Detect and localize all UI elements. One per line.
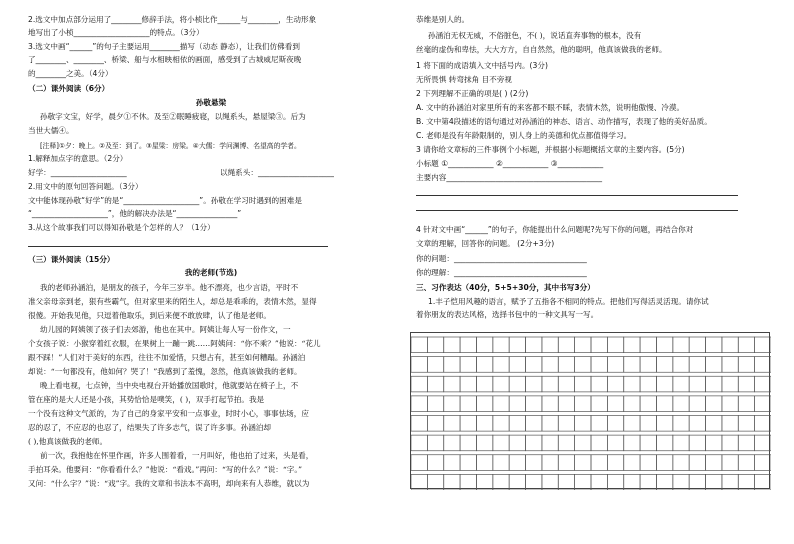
grid-cell [526,416,542,432]
section3-title: 我的老师(节选) [184,268,238,277]
rq2-option-b: B. 文中第4段描述的语句通过对孙涵泊的神态、语言、动作描写，表现了他的美好品质。 [416,117,712,126]
grid-cell [411,474,427,490]
grid-cell [493,337,509,353]
grid-cell [542,435,558,451]
grid-cell [444,376,460,392]
grid-cell [722,396,738,412]
writing-heading: 三、习作表达（40分，5+5+30分，其中书写3分） [416,283,595,292]
grid-cell [575,376,591,392]
grid-cell [476,376,492,392]
grid-cell [706,396,722,412]
grid-cell [722,376,738,392]
passage-cont-1: 恭维是别人的。 [416,15,470,24]
section2-q2-line-1: 文中能体现孙敬“好学”的是“____________________”。孙敬在学习时遇到的困难是 [28,196,302,205]
section2-q2-line-2: “____________________”，他的解决办法是“________________” [28,209,242,218]
grid-cell [542,474,558,490]
grid-cell [607,416,623,432]
section2-q2: 2.用文中的原句回答问题。（3分） [28,182,143,191]
grid-cell [689,416,705,432]
grid-cell [640,396,656,412]
grid-cell [673,357,689,373]
grid-cell [722,435,738,451]
grid-cell [493,474,509,490]
grid-cell [706,416,722,432]
grid-cell [738,474,754,490]
grid-cell [444,474,460,490]
grid-cell [509,474,525,490]
grid-cell [575,337,591,353]
grid-cell [673,416,689,432]
grid-cell [558,474,574,490]
writing-prompt-1: 1.丰子恺用风趣的语言，赋予了五指各不相同的特点。把他们写得活灵活现。请你试 [428,297,709,306]
grid-cell [640,357,656,373]
passage-cont-3: 丝毫的虚伪和卑怯，大大方方，自自然然，他的聪明，他真该做我的老师。 [416,45,667,54]
section3-passage-7: 却说：“一句都没有，他如何？哭了！”我感到了羞愧，忽然，他真该做我的老师。 [28,367,302,376]
grid-cell [591,376,607,392]
grid-cell [493,376,509,392]
section3-passage-2: 准父亲母亲到老，狠有些霸气，但对家里来的陌生人，却总是乖乖的，表情木然，显得 [28,297,317,306]
grid-cell [673,474,689,490]
grid-cell [476,396,492,412]
section3-heading: （三）课外阅读（15分） [28,255,115,264]
grid-cell [493,416,509,432]
grid-cell [526,337,542,353]
grid-cell [411,396,427,412]
grid-cell [558,435,574,451]
section3-passage-13: 前一次，我抱他在怀里作画，许多人围着看，一月叫好，他也拍了过来，头是看， [40,451,314,460]
grid-cell [509,337,525,353]
grid-cell [411,337,427,353]
grid-cell [476,435,492,451]
section3-passage-9: 管在座的是大人还是小孩，其势恰恰是噗笑，( )，双手打起节拍。我是 [28,395,265,404]
grid-cell [509,396,525,412]
grid-cell [558,376,574,392]
grid-cell [460,357,476,373]
answer-line [416,195,738,196]
grid-cell [656,357,672,373]
grid-cell [755,416,771,432]
writing-prompt-2: 着你朋友的表达风格，选择书包中的一种文具写一写。 [416,310,599,319]
grid-cell [689,396,705,412]
grid-cell [673,376,689,392]
section2-passage-1: 孙敬字文宝，好学，晨夕①不休。及至②眠睡疲寝，以绳系头，悬屋梁③。后为 [40,112,306,121]
grid-cell [509,416,525,432]
grid-cell [673,455,689,471]
rq2-option-c: C. 老师是没有年龄限制的，别人身上的美德和优点都值得学习。 [416,131,632,140]
grid-cell [542,357,558,373]
grid-cell [427,376,443,392]
section3-passage-4: 幼儿园的阿姨领了孩子们去郊游，他也在其中。阿姨让每人写一份作文，一 [40,325,291,334]
grid-cell [656,455,672,471]
grid-cell [542,337,558,353]
grid-cell [755,396,771,412]
section3-passage-15: 又问：“什么字？”说：“戏”字。我的文章和书法本不高明，却向来有人恭维，就以为 [28,479,310,488]
grid-cell [706,357,722,373]
grid-cell [591,337,607,353]
grid-cell [640,416,656,432]
grid-cell [444,337,460,353]
grid-cell [476,474,492,490]
grid-cell [509,357,525,373]
grid-cell [591,357,607,373]
grid-cell [558,416,574,432]
grid-cell [624,455,640,471]
grid-cell [460,416,476,432]
grid-cell [427,474,443,490]
grid-cell [607,376,623,392]
grid-cell [738,357,754,373]
rq4-line-2: 文章的理解，回答你的问题。 (2分+3分) [416,239,555,248]
grid-cell [755,376,771,392]
grid-cell [722,455,738,471]
grid-cell [706,455,722,471]
grid-cell [591,474,607,490]
grid-cell [706,435,722,451]
grid-cell [526,435,542,451]
grid-cell [624,376,640,392]
grid-cell [656,474,672,490]
grid-cell [460,435,476,451]
grid-cell [444,396,460,412]
grid-cell [460,455,476,471]
grid-cell [476,337,492,353]
grid-cell [542,376,558,392]
grid-cell [738,455,754,471]
grid-cell [575,474,591,490]
grid-cell [411,455,427,471]
rq4-line-1: 4 针对文中画“______”的句子，你能提出什么问题呢?先写下你的问题，再结合你对 [416,225,694,234]
grid-cell [656,416,672,432]
grid-cell [460,396,476,412]
grid-cell [493,396,509,412]
grid-cell [411,435,427,451]
grid-cell [689,376,705,392]
grid-cell [526,376,542,392]
grid-cell [640,435,656,451]
grid-cell [558,455,574,471]
grid-cell [722,337,738,353]
section3-passage-14: 手拍耳朵。他要问：“你看看什么？”他说：“看戏。”再问：“写的什么？”说：“字。” [28,465,303,474]
grid-cell [656,337,672,353]
grid-cell [575,416,591,432]
grid-cell [640,337,656,353]
grid-cell [706,376,722,392]
section2-q1: 1.解释加点字的意思。（2分） [28,154,128,163]
grid-cell [411,357,427,373]
grid-cell [706,474,722,490]
grid-cell [444,455,460,471]
grid-cell [640,455,656,471]
grid-cell [526,357,542,373]
rq1: 1 将下面的成语填入文中括号内。(3分) [416,61,548,70]
q2-line-1: 2.选文中加点部分运用了________修辞手法，将小桢比作______与________，生动形象 [28,15,317,24]
grid-cell [558,396,574,412]
q3-line-2: 了________、________、桥梁、船与水相映相依的画面，感受到了古城威尼斯夜晚 [28,55,302,64]
grid-cell [607,455,623,471]
section2-passage-2: 当世大儒④。 [28,126,74,135]
rq1-options: 无所畏惧 转弯抹角 目不旁视 [416,75,512,84]
grid-cell [526,474,542,490]
grid-cell [722,474,738,490]
grid-cell [542,455,558,471]
grid-cell [460,376,476,392]
section3-passage-5: 个女孩子说：小猴穿着红衣服，在果树上一蹦一跳……阿姨问：“你不乘？”他说：“花儿 [28,339,321,348]
grid-cell [755,435,771,451]
section3-passage-10: 一个没有这种文气派的，为了自己的身家平安和一点事业，时时小心，事事怯场，应 [28,409,309,418]
grid-cell [656,376,672,392]
q2-line-2: 地写出了小桢____________________的特点。（3分） [28,28,204,37]
grid-cell [493,435,509,451]
grid-cell [427,357,443,373]
grid-cell [673,435,689,451]
grid-cell [738,337,754,353]
grid-cell [755,474,771,490]
grid-cell [558,357,574,373]
answer-line [416,210,738,211]
section3-passage-3: 很傻。开始我见他，只逗着他取乐，到后来便不敢放肆，认了他是老师。 [28,311,271,320]
grid-cell [689,337,705,353]
rq4-understanding: 你的理解：___________________________________ [416,268,587,277]
grid-cell [591,396,607,412]
grid-cell [591,416,607,432]
rq3-content: 主要内容_________________________________________ [416,173,603,182]
grid-cell [624,357,640,373]
grid-cell [722,357,738,373]
grid-cell [542,416,558,432]
rq3: 3 请你给文章标的三件事例个小标题，并根据小标题概括文章的主要内容。(5分) [416,145,685,154]
grid-cell [624,435,640,451]
grid-cell [427,396,443,412]
section2-q1-blank-1: 好学：____________________ [28,168,127,177]
grid-cell [444,435,460,451]
grid-cell [509,455,525,471]
grid-cell [476,416,492,432]
grid-cell [575,357,591,373]
grid-cell [509,435,525,451]
grid-cell [738,416,754,432]
grid-cell [591,435,607,451]
q3-line-1: 3.选文中画“______”的句子主要运用________描写（动态 静态），让我们仿佛看到 [28,42,300,51]
grid-cell [411,376,427,392]
grid-cell [444,357,460,373]
section3-passage-6: 跟不踩！”人们对于美好的东西，往往不加爱惜，只想占有，甚至如何糟蹋。孙涵泊 [28,353,306,362]
rq4-question: 你的问题：___________________________________ [416,254,587,263]
q3-line-3: 的________之美。（4分） [28,69,113,78]
grid-cell [493,357,509,373]
grid-cell [722,416,738,432]
writing-grid-cells [411,333,771,490]
grid-cell [738,435,754,451]
grid-cell [607,396,623,412]
grid-cell [493,455,509,471]
grid-cell [476,455,492,471]
grid-cell [460,337,476,353]
grid-cell [706,337,722,353]
section3-passage-11: 忍的忍了，不应忍的也忍了，结果失了许多志气，误了许多事。孙涵泊却 [28,423,271,432]
grid-cell [755,357,771,373]
section2-title: 孙敬悬梁 [195,98,227,107]
grid-cell [640,376,656,392]
rq2: 2 下列理解不正确的项是( ) (2分) [416,89,529,98]
grid-cell [656,396,672,412]
rq3-subtitles: 小标题 ①____________ ②____________ ③____________ [416,159,604,168]
grid-cell [575,396,591,412]
grid-cell [673,337,689,353]
section2-heading: （二）课外阅读（6分） [28,84,110,93]
grid-cell [689,357,705,373]
grid-cell [689,474,705,490]
grid-cell [656,435,672,451]
grid-cell [689,435,705,451]
grid-cell [624,416,640,432]
grid-cell [738,376,754,392]
answer-line [28,246,328,247]
grid-cell [526,455,542,471]
grid-cell [607,337,623,353]
grid-cell [755,455,771,471]
writing-grid[interactable] [410,332,770,489]
grid-cell [427,337,443,353]
grid-cell [738,396,754,412]
rq2-option-a: A. 文中的孙涵泊对家里所有的来客都不眼不睬，表情木然，说明他傲慢、冷漠。 [416,103,685,112]
grid-cell [624,474,640,490]
grid-cell [575,435,591,451]
grid-cell [476,357,492,373]
grid-cell [607,435,623,451]
section3-passage-12: ( ),他真该做我的老师。 [28,437,108,446]
grid-cell [427,455,443,471]
section2-q1-blank-2: 以绳系头：____________________ [220,168,334,177]
grid-cell [607,357,623,373]
grid-cell [607,474,623,490]
passage-cont-2: 孙涵泊无权无威，不俗脏色，不( )，说话直奔事物的根本，没有 [428,31,642,40]
grid-cell [427,435,443,451]
grid-cell [624,396,640,412]
grid-cell [689,455,705,471]
grid-cell [427,416,443,432]
grid-cell [673,396,689,412]
grid-cell [591,455,607,471]
grid-cell [444,416,460,432]
grid-cell [624,337,640,353]
grid-cell [542,396,558,412]
section2-notes: [注释]①夕：晚上。②及至：到了。③屋梁：房梁。④大儒：学问渊博、名望高的学者。 [40,142,301,150]
grid-cell [460,474,476,490]
section3-passage-1: 我的老师孙涵泊，是朋友的孩子，今年三岁半。他不漂亮，也少言语，平时不 [40,283,299,292]
grid-cell [411,416,427,432]
section3-passage-8: 晚上看电视，七点钟，当中央电视台开始播放国歌时，他就要站在椅子上，不 [40,381,299,390]
grid-cell [526,396,542,412]
section2-q3: 3.从这个故事我们可以得知孙敬是个怎样的人？（1分） [28,223,215,232]
grid-cell [755,337,771,353]
grid-cell [575,455,591,471]
grid-cell [558,337,574,353]
grid-cell [509,376,525,392]
grid-cell [640,474,656,490]
